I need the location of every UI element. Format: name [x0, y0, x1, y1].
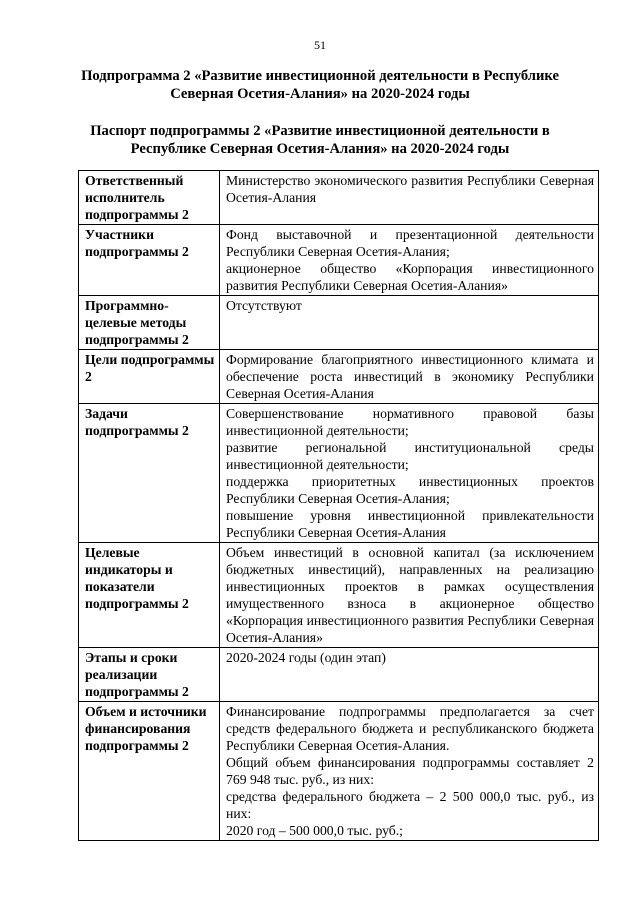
value-line: акционерное общество «Корпорация инвестиционного развития Республики Северная Осетия-Алания»: [226, 261, 594, 293]
passport-title: Паспорт подпрограммы 2 «Развитие инвестиционной деятельности в Республике Северная Осетия-Алания» на 2020-2024 годы: [90, 123, 550, 157]
value-line: Финансирование подпрограммы предполагается за счет средств федерального бюджета и республиканского бюджета Республики Северная Осетия-Алания.: [226, 704, 594, 753]
value-line: 2020 год – 500 000,0 тыс. руб.;: [226, 823, 403, 838]
value-line: Совершенствование нормативного правовой базы инвестиционной деятельности;: [226, 406, 594, 438]
table-row: [79, 543, 599, 648]
table-row: [79, 225, 599, 296]
value-line: Объем инвестиций в основной капитал (за исключением бюджетных инвестиций), направленных на реализацию инвестиционных проектов в рамках осуществления имущественного взноса в акционерное общество «Корпорация инвестиционного развития Республики Северная Осетия-Алания»: [226, 545, 594, 645]
value-line: поддержка приоритетных инвестиционных проектов Республики Северная Осетия-Алания;: [226, 474, 594, 506]
row-value: [220, 350, 599, 404]
value-line: 2020-2024 годы (один этап): [226, 650, 386, 665]
value-line: развитие региональной институциональной среды инвестиционной деятельности;: [226, 440, 594, 472]
table-row: [79, 171, 599, 225]
value-line: Фонд выставочной и презентационной деятельности Республики Северная Осетия-Алания;: [226, 227, 594, 259]
row-value: [220, 225, 599, 296]
value-line: Отсутствуют: [226, 298, 302, 313]
row-label: Ответственный исполнитель подпрограммы 2: [79, 171, 220, 225]
subprogram-title: Подпрограмма 2 «Развитие инвестиционной деятельности в Республике Северная Осетия-Алания» на 2020-2024 годы: [81, 68, 559, 102]
table-row: [79, 296, 599, 350]
row-label: Программно-целевые методы подпрограммы 2: [79, 296, 220, 350]
row-value: [220, 543, 599, 648]
value-line: средства федерального бюджета – 2 500 000,0 тыс. руб., из них:: [226, 789, 594, 821]
row-value: [220, 702, 599, 841]
row-label: Целевые индикаторы и показатели подпрограммы 2: [79, 543, 220, 648]
row-value: [220, 171, 599, 225]
row-label: Участники подпрограммы 2: [79, 225, 220, 296]
row-label: Цели подпрограммы 2: [79, 350, 220, 404]
row-label: Объем и источники финансирования подпрограммы 2: [79, 702, 220, 841]
page-number: 51: [314, 38, 326, 52]
passport-table: [78, 170, 599, 841]
table-row: [79, 702, 599, 841]
row-label: Этапы и сроки реализации подпрограммы 2: [79, 648, 220, 702]
row-value: [220, 296, 599, 350]
table-row: [79, 404, 599, 543]
value-line: Формирование благоприятного инвестиционного климата и обеспечение роста инвестиций в экономику Республики Северная Осетия-Алания: [226, 352, 594, 401]
row-value: [220, 648, 599, 702]
row-value: [220, 404, 599, 543]
value-line: Общий объем финансирования подпрограммы составляет 2 769 948 тыс. руб., из них:: [226, 755, 594, 787]
value-line: Министерство экономического развития Республики Северная Осетия-Алания: [226, 173, 594, 205]
value-line: повышение уровня инвестиционной привлекательности Республики Северная Осетия-Алания: [226, 508, 594, 540]
row-label: Задачи подпрограммы 2: [79, 404, 220, 543]
table-row: [79, 648, 599, 702]
table-row: [79, 350, 599, 404]
